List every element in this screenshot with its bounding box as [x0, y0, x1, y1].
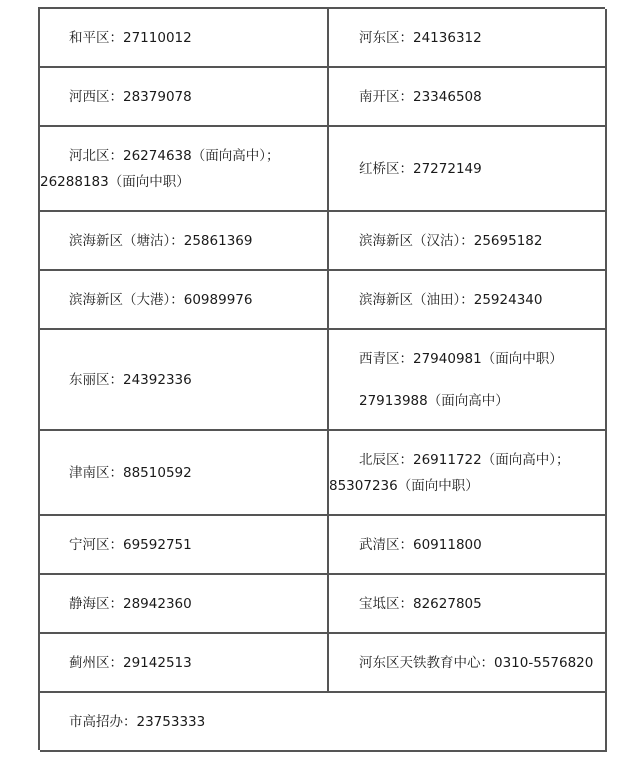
cell-text: 滨海新区（汉沽）：25695182: [359, 232, 543, 249]
cell-text: 市高招办：23753333: [69, 713, 206, 730]
table-cell: [40, 575, 329, 634]
table-footer-cell: [40, 693, 607, 752]
cell-text: 河东区天铁教育中心：0310-5576820: [359, 654, 594, 671]
cell-text: 静海区：28942360: [69, 595, 192, 612]
cell-text: 河西区：28379078: [69, 88, 192, 105]
cell-text: 滨海新区（大港）：60989976: [69, 291, 253, 308]
cell-text: 东丽区：24392336: [69, 371, 192, 388]
cell-text: 蓟州区：29142513: [69, 654, 192, 671]
table-cell: [40, 271, 329, 330]
cell-text: 滨海新区（塘沽）：25861369: [69, 232, 253, 249]
cell-text: 宝坻区：82627805: [359, 595, 482, 612]
cell-text: 南开区：23346508: [359, 88, 482, 105]
contact-table: [38, 7, 605, 750]
table-cell: [40, 9, 329, 68]
table-cell: [329, 271, 607, 330]
table-cell: [329, 634, 607, 693]
table-cell: [40, 330, 329, 431]
table-cell: [40, 431, 329, 516]
table-cell: [329, 575, 607, 634]
table-cell: [329, 330, 607, 431]
cell-text: 和平区：27110012: [69, 29, 192, 46]
cell-text: 河北区：26274638（面向高中）；: [69, 147, 280, 164]
cell-text: 26288183（面向中职）: [40, 173, 190, 190]
table-cell: [40, 516, 329, 575]
cell-text: 27913988（面向高中）: [359, 392, 509, 409]
table-cell: [329, 9, 607, 68]
table-cell: [40, 127, 329, 212]
cell-text: 北辰区：26911722（面向高中）；: [359, 451, 570, 468]
cell-text: 津南区：88510592: [69, 464, 192, 481]
cell-text: 河东区：24136312: [359, 29, 482, 46]
table-cell: [329, 516, 607, 575]
cell-text: 宁河区：69592751: [69, 536, 192, 553]
cell-text: 85307236（面向中职）: [329, 477, 479, 494]
table-cell: [40, 634, 329, 693]
cell-text: 西青区：27940981（面向中职）: [359, 350, 563, 367]
cell-text: 红桥区：27272149: [359, 160, 482, 177]
table-cell: [40, 212, 329, 271]
cell-text: 武清区：60911800: [359, 536, 482, 553]
table-cell: [40, 68, 329, 127]
table-cell: [329, 127, 607, 212]
cell-text: 滨海新区（油田）：25924340: [359, 291, 543, 308]
table-cell: [329, 68, 607, 127]
table-cell: [329, 212, 607, 271]
table-cell: [329, 431, 607, 516]
